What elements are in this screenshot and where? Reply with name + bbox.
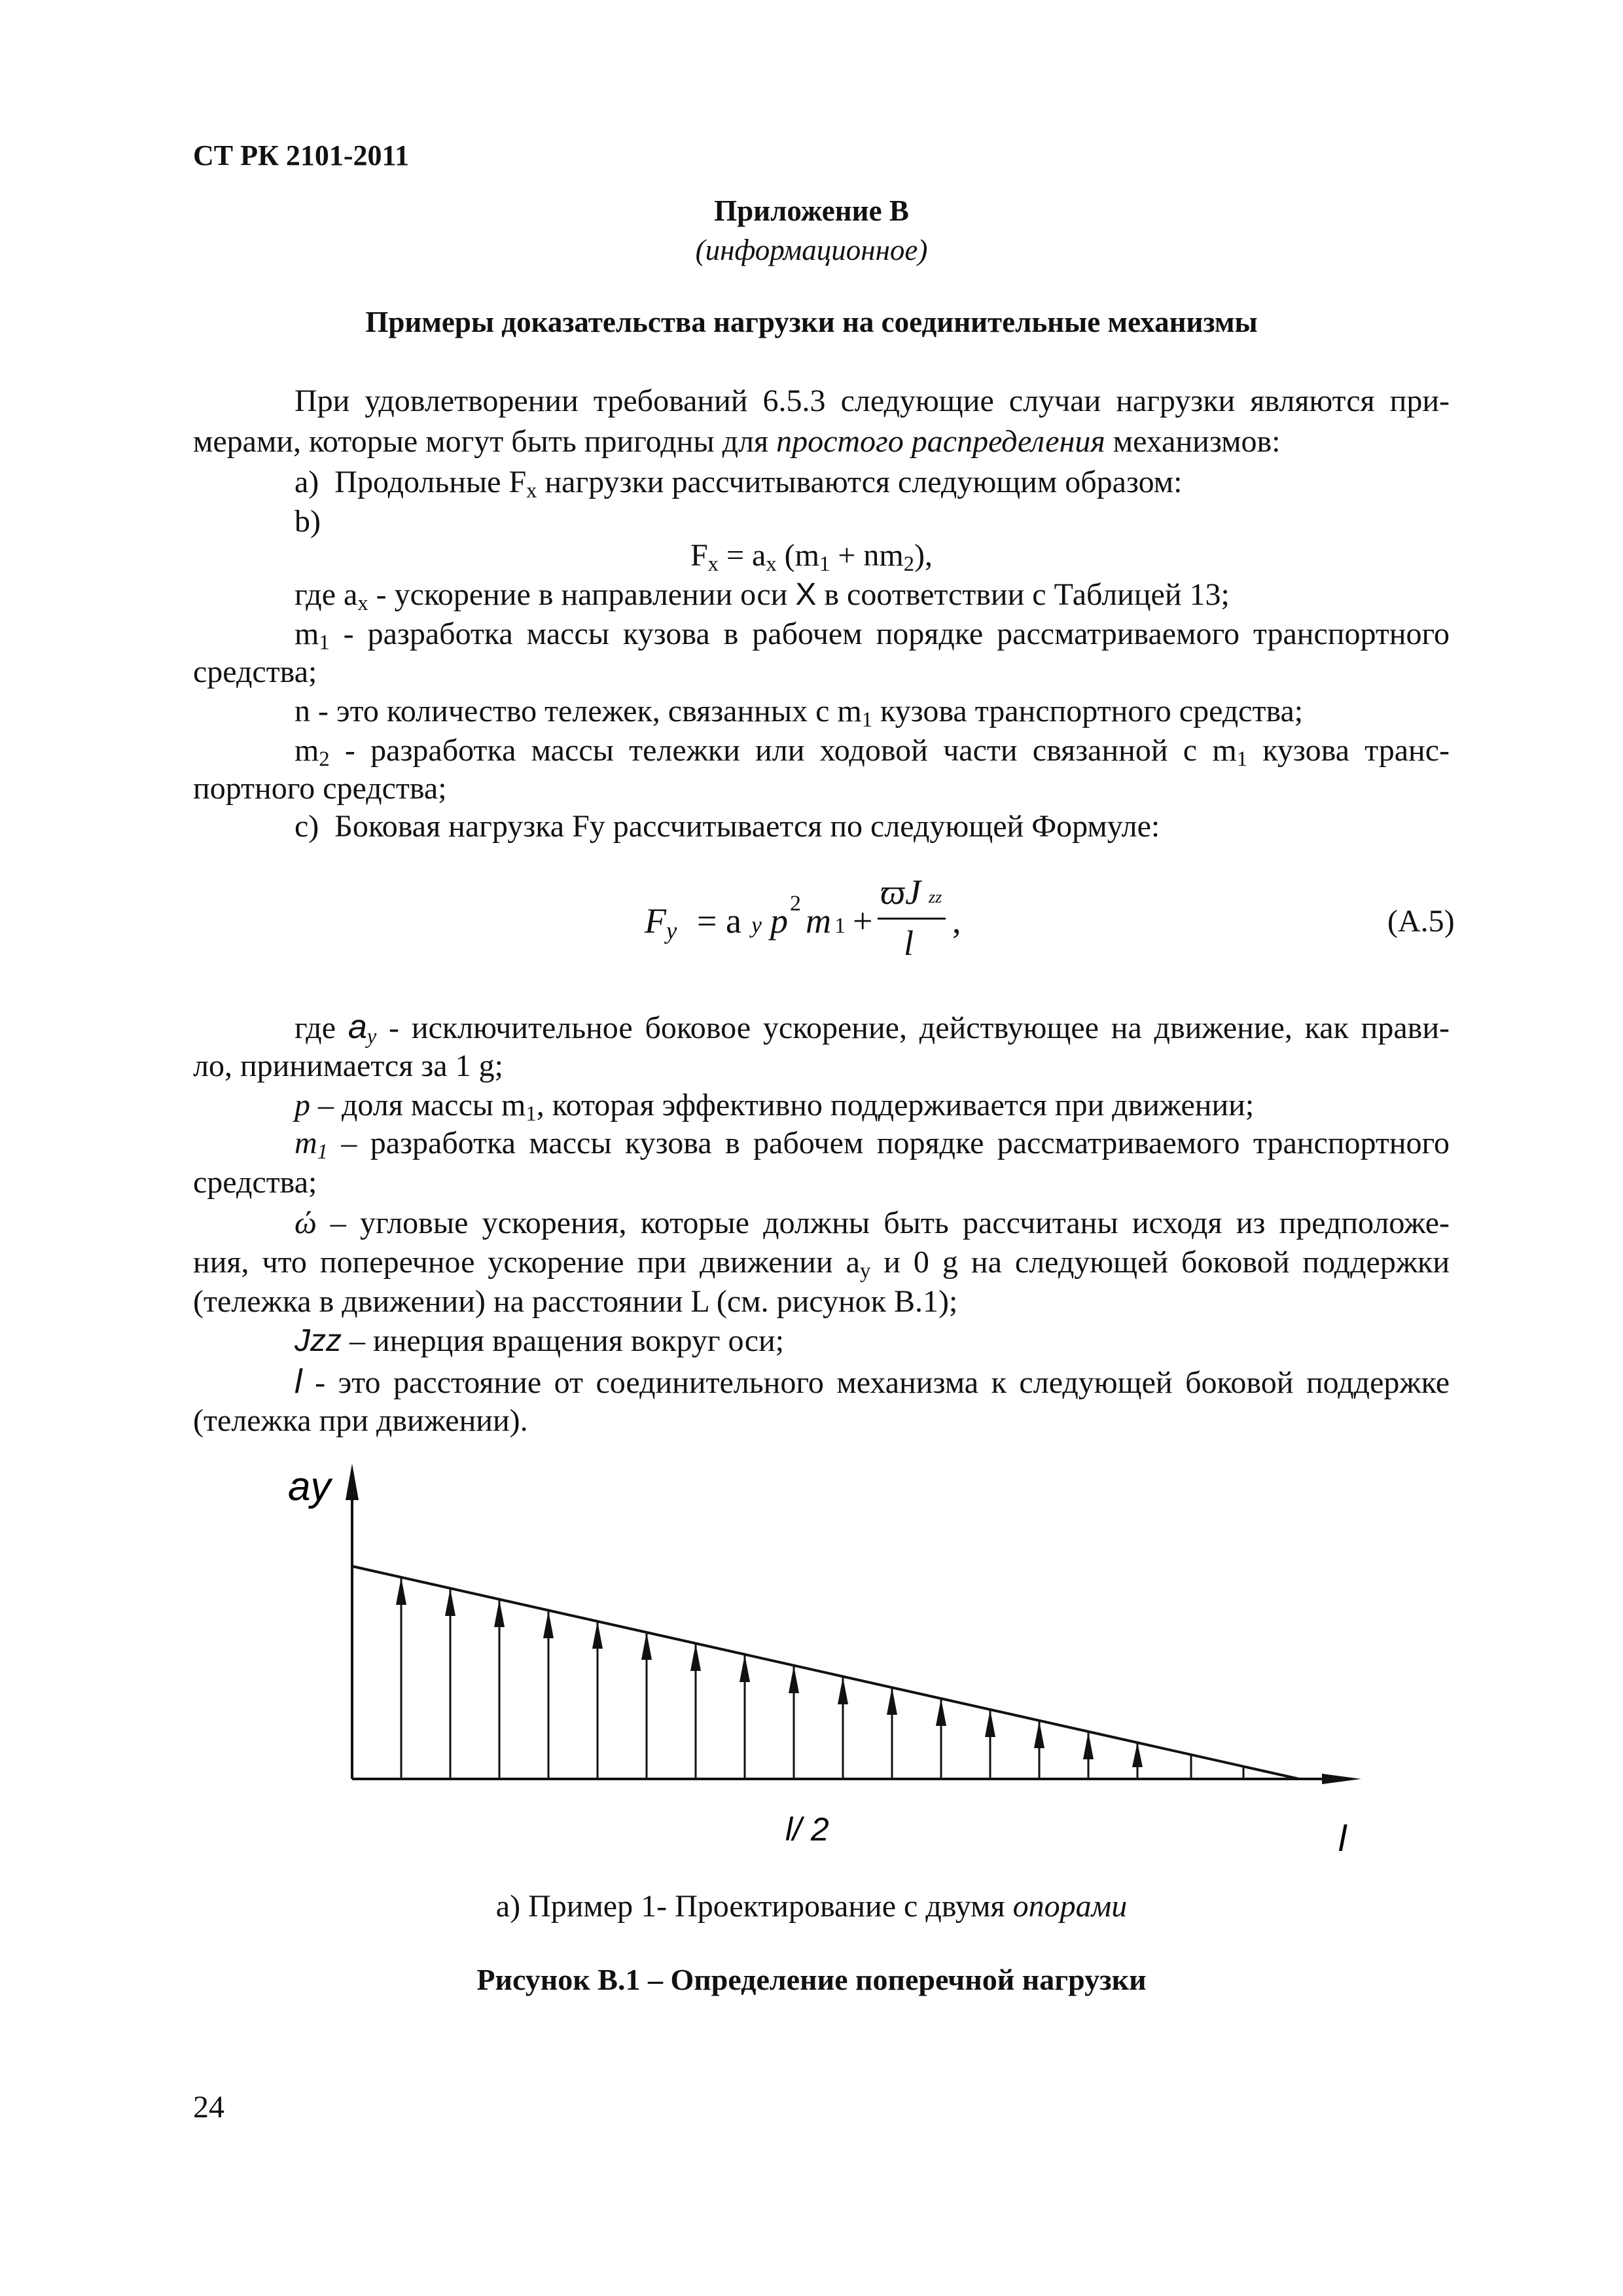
- def-omega-cont-2: (тележка в движении) на расстоянии L (см. рисунок В.1);: [193, 1284, 958, 1319]
- formula-fy-m: m: [806, 901, 831, 941]
- x-axis-arrow-icon: [1322, 1774, 1361, 1784]
- def-m1: $m_1$ - разработка массы кузова в рабочем порядке рассматриваемого транспортного: [294, 617, 1450, 655]
- formula-fy-comma: ,: [952, 901, 961, 941]
- figure-title: Рисунок В.1 – Определение поперечной нагрузки: [476, 1963, 1147, 1996]
- formula-fy-m-sub: 1: [834, 914, 846, 938]
- formula-fy-plus: +: [853, 901, 873, 941]
- appendix-heading: Примеры доказательства нагрузки на соединительные механизмы: [365, 306, 1258, 338]
- formula-fy-lhs: $F_y$: [645, 901, 677, 944]
- item-c: с) Боковая нагрузка Fy рассчитывается по следующей Формуле:: [294, 809, 1160, 844]
- def-m1-b-cont: средства;: [193, 1165, 317, 1200]
- def-m2: $m_2$ - разработка массы тележки или ходовой части связанной с $m_1$ кузова транс-: [294, 733, 1450, 772]
- def-omega: ώ – угловые ускорения, которые должны быть рассчитаны исходя из предположе-: [294, 1206, 1450, 1240]
- def-p: p – доля массы $m_1$, которая эффективно поддерживается при движении;: [294, 1088, 1255, 1126]
- def-m2-cont: портного средства;: [193, 771, 447, 806]
- y-axis-label: ay: [288, 1464, 331, 1509]
- def-l-cont: (тележка при движении).: [193, 1403, 528, 1438]
- item-a: а) Продольные $F_x$ нагрузки рассчитываются следующим образом:: [294, 465, 1183, 503]
- def-n: n - это количество тележек, связанных с $m_1$ кузова транспортного средства;: [294, 694, 1304, 732]
- def-jzz: Jzz – инерция вращения вокруг оси;: [294, 1323, 785, 1358]
- formula-fy-numerator-sub: zz: [929, 888, 942, 906]
- def-ay-cont: ло, принимается за 1 g;: [193, 1049, 503, 1083]
- formula-fy-eq: = a: [697, 901, 741, 941]
- def-ay: где $a_y$ - исключительное боковое ускорение, действующее на движение, как прави-: [294, 1008, 1450, 1049]
- figure-subcaption: а) Пример 1- Проектирование с двумя опорами: [495, 1889, 1128, 1924]
- def-m1-cont: средства;: [193, 655, 317, 689]
- intro-line-1: При удовлетворении требований 6.5.3 следующие случаи нагрузки являются при-: [294, 384, 1450, 418]
- document-code: СТ РК 2101-2011: [193, 139, 410, 171]
- load-envelope-line: [352, 1566, 1299, 1779]
- y-axis-arrow-icon: [346, 1463, 359, 1500]
- appendix-status: (информационное): [695, 234, 928, 266]
- formula-fx: $F_x = a_x$ $(m_1 + nm_2)$,: [690, 538, 933, 577]
- x-axis-label: l: [1338, 1818, 1347, 1859]
- formula-fy-p: p: [770, 901, 788, 941]
- equation-number: (А.5): [1387, 904, 1455, 939]
- def-l: l - это расстояние от соединительного механизма к следующей боковой поддержке: [294, 1363, 1450, 1401]
- formula-fy-p-sup: 2: [790, 891, 801, 916]
- def-m1-b: $m_1$ – разработка массы кузова в рабочем порядке рассматриваемого транспортного: [294, 1126, 1450, 1164]
- def-omega-cont-1: ния, что поперечное ускорение при движении $a_y$ и 0 g на следующей боковой поддержки: [193, 1245, 1450, 1283]
- appendix-title: Приложение В: [714, 194, 909, 227]
- item-b: b): [294, 504, 321, 539]
- load-arrows: [396, 1577, 1243, 1779]
- mid-distance-label: l/ 2: [785, 1811, 829, 1848]
- page-number: 24: [193, 2090, 224, 2125]
- formula-fy-a-sub: y: [751, 912, 762, 938]
- intro-line-2: мерами, которые могут быть пригодны для простого распределения механизмов:: [193, 424, 1281, 459]
- formula-fy-numerator: ϖJ: [880, 872, 921, 912]
- formula-fy-denominator: l: [904, 924, 914, 963]
- def-ax: где $a_x$ - ускорение в направлении оси X в соответствии с Таблицей 13;: [294, 577, 1230, 616]
